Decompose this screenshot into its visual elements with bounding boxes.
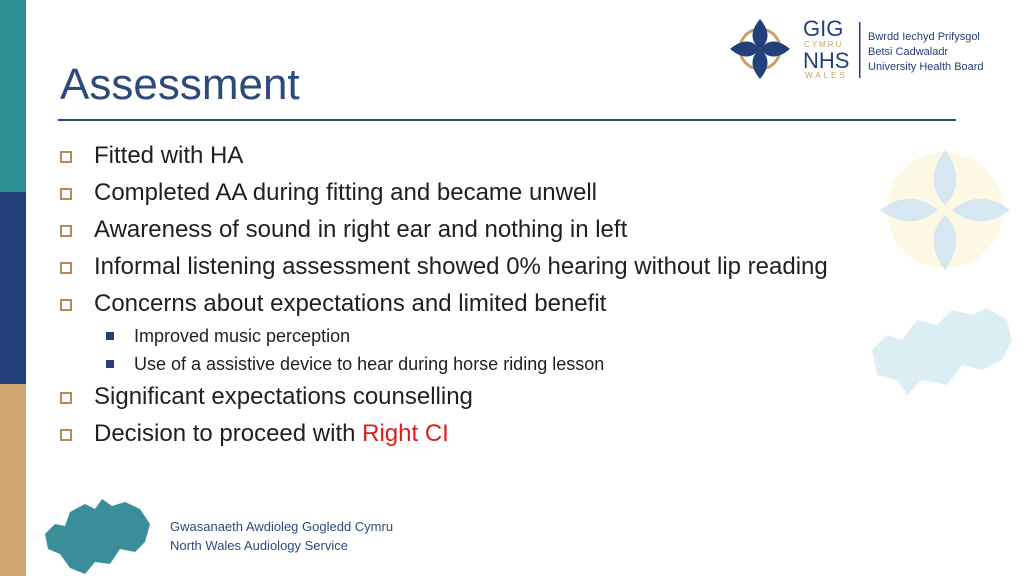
celtic-knot-watermark-icon [870, 145, 1020, 275]
logo-board-line1: Bwrdd Iechyd Prifysgol [868, 31, 980, 43]
footer-service-name [170, 517, 393, 555]
bullet-square-icon [60, 225, 72, 237]
celtic-knot-logo-icon [720, 14, 1010, 84]
sub-bullet-item: Improved music perception [60, 322, 828, 350]
bullet-square-icon [60, 262, 72, 274]
nhs-wales-logo [720, 14, 1010, 84]
side-band-navy [0, 192, 26, 384]
logo-gig: GIG [803, 16, 844, 41]
side-band-teal [0, 0, 26, 192]
bullet-item-decision: Decision to proceed with Right CI [60, 415, 828, 452]
highlight-right-ci: Right CI [362, 420, 449, 447]
logo-board-line3: University Health Board [868, 61, 984, 73]
north-wales-map-icon [40, 494, 155, 576]
bullet-item: Awareness of sound in right ear and nothing in left [60, 211, 828, 248]
footer-line-welsh: Gwasanaeth Awdioleg Gogledd Cymru [170, 519, 394, 534]
title-divider [58, 119, 956, 121]
logo-cymru: CYMRU [804, 40, 844, 49]
bullet-square-icon [60, 299, 72, 311]
bullet-item: Informal listening assessment showed 0% hearing without lip reading [60, 248, 828, 285]
sub-bullet-square-icon [106, 360, 114, 368]
logo-nhs: NHS [803, 48, 850, 73]
bullet-item: Significant expectations counselling [60, 378, 828, 415]
bullet-square-icon [60, 188, 72, 200]
sub-bullet-item: Use of a assistive device to hear during horse riding lesson [60, 350, 828, 378]
footer-line-english: North Wales Audiology Service [170, 538, 348, 553]
logo-wales: WALES [805, 71, 848, 80]
bullet-square-icon [60, 151, 72, 163]
wales-map-watermark-icon [862, 300, 1022, 400]
bullet-list [60, 137, 828, 452]
bullet-item: Completed AA during fitting and became unwell [60, 174, 828, 211]
bullet-item: Concerns about expectations and limited benefit [60, 285, 828, 322]
bullet-square-icon [60, 429, 72, 441]
sub-bullet-square-icon [106, 332, 114, 340]
logo-board-line2: Betsi Cadwaladr [868, 46, 949, 58]
bullet-item: Fitted with HA [60, 137, 828, 174]
slide-title: Assessment [60, 60, 300, 109]
side-band-gold [0, 384, 26, 576]
bullet-square-icon [60, 392, 72, 404]
